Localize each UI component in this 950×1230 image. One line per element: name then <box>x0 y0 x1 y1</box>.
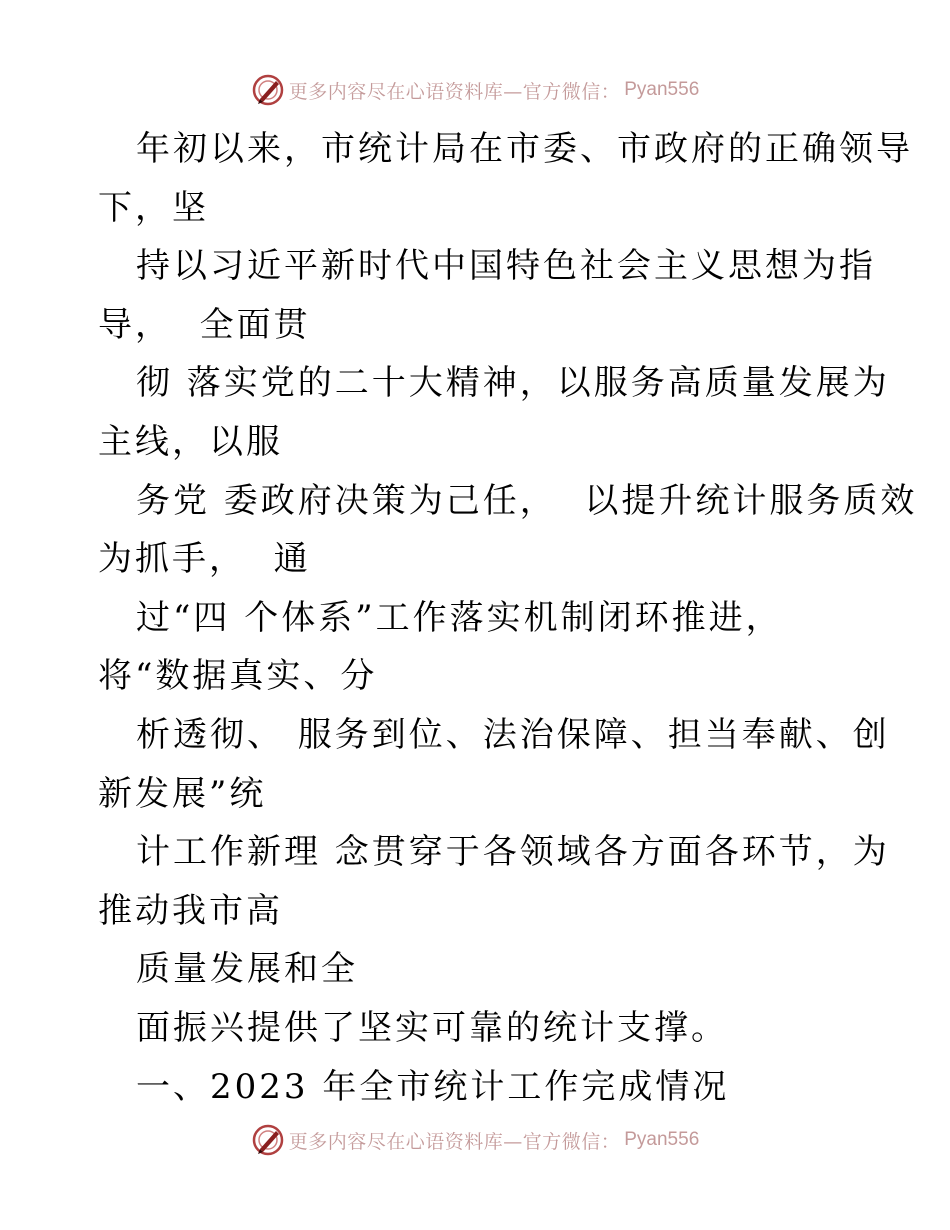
text-line: 年初以来，市统计局在市委、市政府的正确领导 <box>136 129 913 169</box>
text-line: 推动我市高 <box>98 890 283 931</box>
text-line: 过“四 个体系”工作落实机制闭环推进， <box>136 597 783 638</box>
text-line: 持以习近平新时代中国特色社会主义思想为指 <box>136 246 876 287</box>
watermark-text: 更多内容尽在心语资料库—官方微信： <box>288 80 621 103</box>
footer-watermark <box>0 1120 950 1160</box>
text-line: 彻 落实党的二十大精神，以服务高质量发展为 <box>136 363 890 404</box>
text-line: 质量发展和全 <box>136 949 358 990</box>
text-line: 为抓手， 通 <box>98 539 311 580</box>
text-line: 主线，以服 <box>98 421 283 462</box>
section-heading: 一、2023 年全市统计工作完成情况 <box>136 1066 730 1107</box>
text-line: 务党 委政府决策为己任， 以提升统计服务质效 <box>136 480 918 521</box>
header-watermark <box>0 70 950 110</box>
text-line: 面振兴提供了坚实可靠的统计支撑。 <box>136 1007 728 1048</box>
pen-seal-icon <box>251 1123 285 1157</box>
text-line: 析透彻、 服务到位、法治保障、担当奉献、创 <box>136 714 890 755</box>
text-line: 计工作新理 念贯穿于各领域各方面各环节，为 <box>136 832 890 873</box>
watermark-wechat-id: Pyan556 <box>624 79 700 100</box>
watermark-wechat-id: Pyan556 <box>624 1129 700 1150</box>
watermark-text: 更多内容尽在心语资料库—官方微信： <box>288 1130 621 1153</box>
text-line: 导， 全面贯 <box>98 304 311 345</box>
text-line: 下，坚 <box>98 187 209 228</box>
text-line: 新发展”统 <box>98 773 267 814</box>
text-line: 将“数据真实、分 <box>98 656 378 697</box>
document-body <box>98 120 918 1116</box>
pen-seal-icon <box>251 73 285 107</box>
